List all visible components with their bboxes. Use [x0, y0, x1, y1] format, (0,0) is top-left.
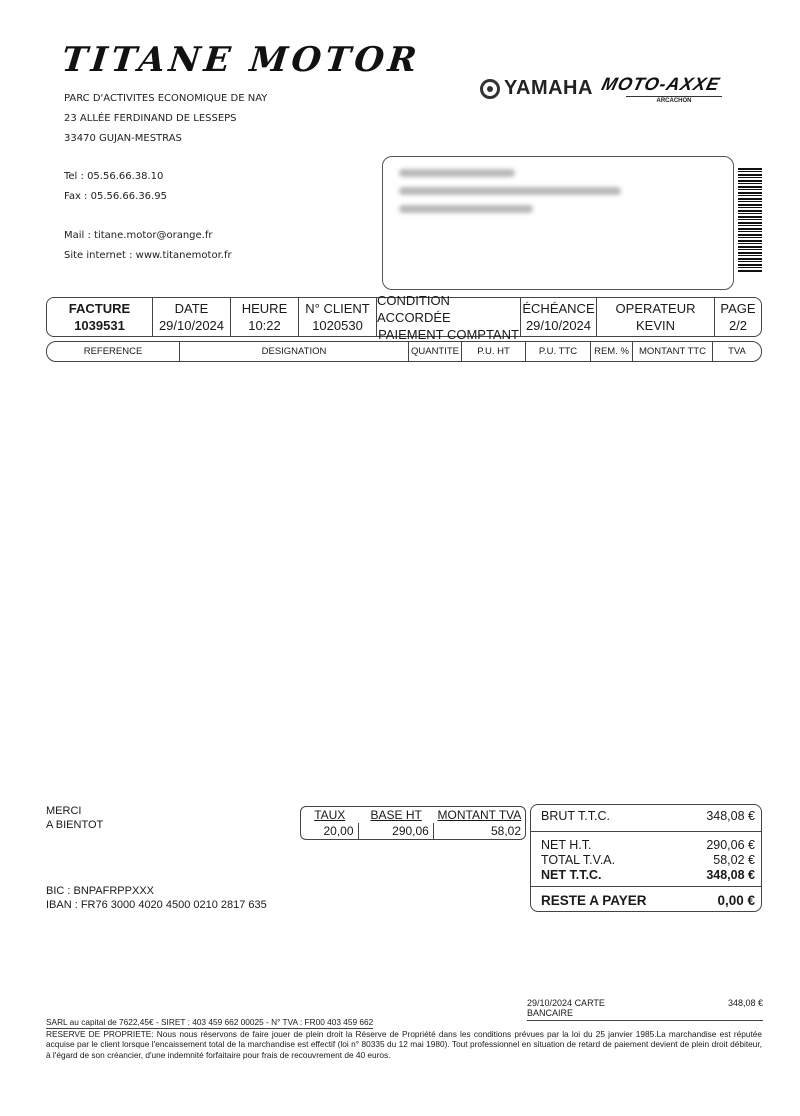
column-pu-ht: P.U. HT: [462, 342, 526, 361]
redacted-text: [399, 169, 515, 177]
net-ttc-row: [541, 868, 755, 882]
yamaha-logo-text: YAMAHA: [504, 77, 593, 99]
totals-divider: [531, 831, 761, 832]
total-tva-row: [541, 853, 755, 867]
facture-number: 1039531: [74, 318, 125, 333]
echeance-label: ÉCHÉANCE: [522, 301, 595, 316]
payment-method: CARTE BANCAIRE: [527, 998, 605, 1018]
yamaha-emblem-icon: [480, 79, 500, 99]
vat-montant-value: 58,02: [490, 824, 521, 838]
redacted-text: [399, 187, 621, 195]
condition-cell: [377, 292, 521, 342]
condition-value: PAIEMENT COMPTANT: [378, 326, 519, 342]
barcode-icon: [738, 168, 762, 272]
vat-montant-header: MONTANT TVA: [437, 808, 522, 822]
totals-box: [530, 804, 762, 912]
recipient-address-box: [382, 156, 734, 290]
operateur-value: KEVIN: [635, 318, 675, 333]
brut-ttc-row: [541, 809, 755, 823]
company-fax: Fax : 05.56.66.36.95: [64, 191, 167, 202]
invoice-header-table: [46, 292, 762, 342]
iban-text: IBAN : FR76 3000 4020 4500 0210 2817 635: [46, 899, 267, 911]
date-cell: [153, 298, 231, 336]
client-label: N° CLIENT: [305, 301, 370, 316]
column-montant-ttc: MONTANT TTC: [633, 342, 713, 361]
heure-cell: [231, 298, 299, 336]
column-rem: REM. %: [591, 342, 633, 361]
vat-taux-header: TAUX: [314, 808, 346, 822]
company-address-line2: 23 ALLÉE FERDINAND DE LESSEPS: [64, 113, 237, 124]
company-logo-title: TITANE MOTOR: [59, 40, 423, 80]
date-value: 29/10/2024: [158, 318, 225, 333]
thank-you-message: [46, 804, 103, 832]
net-ttc-value: 348,08 €: [706, 868, 755, 882]
vat-table: [300, 806, 526, 840]
column-quantite: QUANTITE: [409, 342, 462, 361]
page-cell: [715, 298, 761, 336]
echeance-cell: [521, 298, 597, 336]
date-label: DATE: [174, 301, 209, 316]
reste-a-payer-label: RESTE A PAYER: [541, 893, 647, 908]
payment-amount: 348,08 €: [727, 998, 763, 1008]
legal-footer: [46, 1017, 762, 1060]
column-pu-ttc: P.U. TTC: [526, 342, 591, 361]
net-ht-value: 290,06 €: [706, 838, 755, 852]
column-reference: REFERENCE: [47, 342, 180, 361]
net-ttc-label: NET T.T.C.: [541, 868, 602, 882]
vat-header-row: [301, 807, 525, 823]
motoaxxe-logo: [599, 74, 758, 104]
brut-ttc-value: 348,08 €: [706, 809, 755, 823]
merci-text: MERCI: [46, 805, 82, 817]
operateur-label: OPERATEUR: [615, 301, 696, 316]
motoaxxe-logo-subtitle: ARCACHON: [626, 96, 722, 104]
page-value: 2/2: [728, 318, 748, 333]
motoaxxe-logo-text: MOTO-AXXE: [599, 74, 723, 94]
reste-a-payer-value: 0,00 €: [717, 893, 755, 908]
facture-label: FACTURE: [68, 301, 131, 316]
company-tel: Tel : 05.56.66.38.10: [64, 171, 164, 182]
legal-company-info: SARL au capital de 7622,45€ - SIRET : 403 459 662 00025 - N° TVA : FR00 403 459 662: [46, 1017, 374, 1027]
vat-taux-value: 20,00: [301, 823, 359, 839]
column-designation: DESIGNATION: [180, 342, 409, 361]
total-tva-label: TOTAL T.V.A.: [541, 853, 616, 867]
condition-label: CONDITION ACCORDÉE: [377, 292, 451, 325]
totals-divider: [531, 886, 761, 887]
vat-base-value: 290,06: [359, 823, 434, 839]
total-tva-value: 58,02 €: [713, 853, 755, 867]
client-value: 1020530: [312, 318, 363, 333]
payment-date: 29/10/2024 CARTE BANCAIRE: [527, 998, 605, 1018]
heure-value: 10:22: [248, 318, 281, 333]
vat-value-row: [301, 823, 525, 839]
operateur-cell: [597, 298, 715, 336]
legal-reserve-propriete: RESERVE DE PROPRIETE: Nous nous réservons de faire jouer de plein droit la Réserve de Propriété dans les conditions prévues par la loi du 25 janvier 1985.La marchandise est réputée acquise par le client lorsque l'encaissement total de la marchandise est effectif (loi n° 80335 du 12 mai 1980). Tout professionnel en situation de retard de paiement devient de plein droit débiteur, à l'égard de son créancier, d'une indemnité forfaitaire pour frais de recouvrement de 40 euros.: [46, 1028, 762, 1060]
net-ht-label: NET H.T.: [541, 838, 592, 852]
a-bientot-text: A BIENTOT: [46, 819, 104, 831]
brut-ttc-label: BRUT T.T.C.: [541, 809, 610, 823]
bic-text: BIC : BNPAFRPPXXX: [46, 885, 154, 897]
vat-base-header: BASE HT: [370, 808, 422, 822]
echeance-value: 29/10/2024: [525, 318, 592, 333]
client-cell: [299, 298, 377, 336]
company-mail: Mail : titane.motor@orange.fr: [64, 230, 213, 241]
company-address-line3: 33470 GUJAN-MESTRAS: [64, 133, 182, 144]
net-ht-row: [541, 838, 755, 852]
bank-details: [46, 884, 267, 912]
company-website: Site internet : www.titanemotor.fr: [64, 250, 232, 261]
heure-label: HEURE: [241, 301, 288, 316]
line-items-header: [46, 341, 762, 362]
reste-a-payer-row: [541, 893, 755, 908]
column-tva: TVA: [728, 346, 746, 357]
page-label: PAGE: [720, 301, 756, 316]
company-address-line1: PARC D'ACTIVITES ECONOMIQUE DE NAY: [64, 93, 268, 104]
invoice-number-cell: [47, 298, 153, 336]
redacted-text: [399, 205, 533, 213]
yamaha-logo: [480, 77, 593, 100]
